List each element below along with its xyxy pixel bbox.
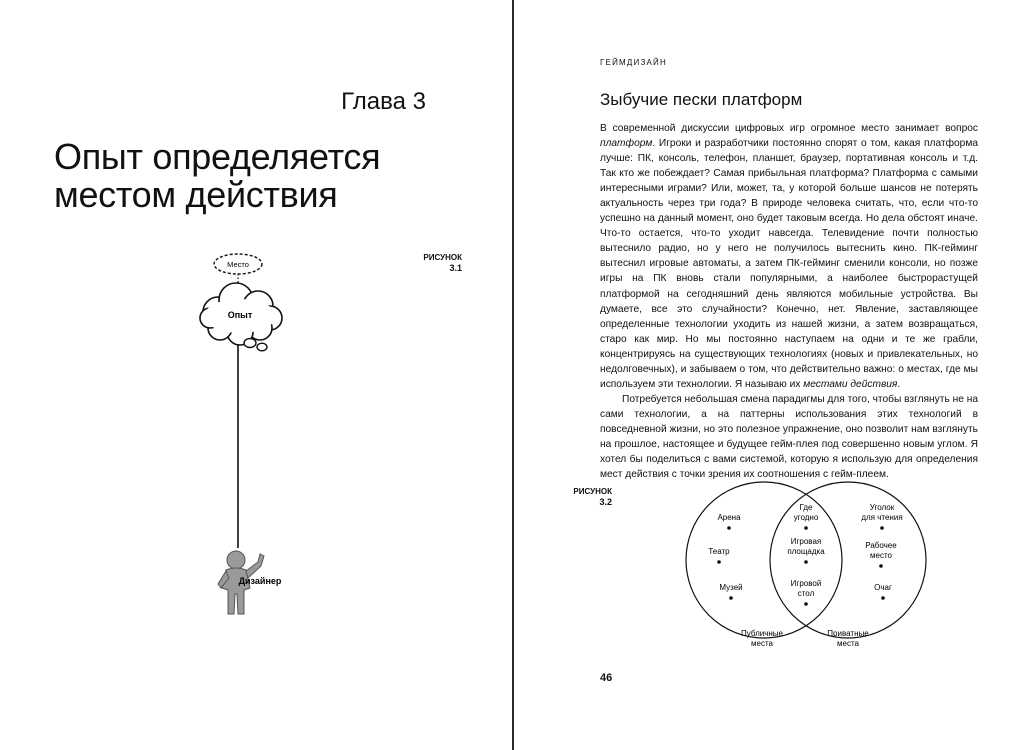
private-places-circle <box>770 482 926 638</box>
designer-label: Дизайнер <box>238 576 282 586</box>
public-places-circle <box>686 482 842 638</box>
private-places-caption: Приватные места <box>827 629 869 648</box>
figure-3-2-venn <box>674 478 934 663</box>
figure-number: 3.1 <box>449 263 462 273</box>
place-label: Место <box>227 260 249 269</box>
private-place-label: Уголок для чтения <box>861 503 903 522</box>
running-head: ГЕЙМДИЗАЙН <box>600 58 667 67</box>
place-dot <box>729 596 733 600</box>
place-dot <box>804 602 808 606</box>
public-place-label: Музей <box>719 583 743 592</box>
private-place-label: Очаг <box>874 583 892 592</box>
figure-number: 3.2 <box>599 497 612 507</box>
figure-3-1-label <box>410 252 462 274</box>
figure-label-word: РИСУНОК <box>573 487 612 496</box>
chapter-title-line: местом действия <box>54 174 338 215</box>
emphasis: местами действия <box>803 378 898 390</box>
shared-place-label: Где угодно <box>793 503 819 522</box>
chapter-label: Глава 3 <box>341 88 426 115</box>
place-dot <box>880 526 884 530</box>
emphasis: платформ <box>600 138 653 150</box>
body-text <box>600 121 978 482</box>
section-title: Зыбучие пески платформ <box>600 90 803 109</box>
text-run: . Игроки и разработчики постоянно спорят о том, какая платформа лучше: ПК, консоль, телефон, планшет, браузер, портативная консоль и т.д. Так кто же побеждает? Самая прибыльная платформа? Платформа с самыми интересными играми? Или, может, та, у которой больше шансов не потерять актуальность через три года? В природе человека считать, что, если что-то успешно на данный момент, оно будет таковым всегда. Но дела обстоят иначе. Что-то остается, что-то уходит навсегда. Телевидение почти полностью вытеснило радио, но у него не получилось вытеснить кино. ПК-гейминг вытеснил игровые автоматы, а затем ПК-гейминг сменили консоли, но позже игры на ПК вновь стали популярными, а наиболее быстрорастущей платформой на сегодняшний день являются мобильные устройства. Вы думаете, все это случайности? Конечно, нет. Явление, заставляющее определенные технологии уходить из нашей жизни, а затем возвращаться, старо как мир. Но мы постоянно наступаем на одни и те же грабли, концентрируясь на существующих технологиях (новых и привлекательных, но недолговечных), и забываем о том, что действительно важно: о местах, где мы используем эти технологии. Я называю их <box>600 138 978 390</box>
chapter-title <box>54 138 380 214</box>
experience-label: Опыт <box>227 310 253 320</box>
figure-3-1 <box>90 248 390 628</box>
place-dot <box>804 560 808 564</box>
place-dot <box>879 564 883 568</box>
paragraph-1 <box>600 121 978 392</box>
private-place-label: Рабочее место <box>865 541 897 560</box>
shared-place-label: Игровая площадка <box>787 537 825 556</box>
thought-dots <box>244 339 267 351</box>
figure-label-word: РИСУНОК <box>423 253 462 262</box>
paragraph-2 <box>600 392 978 482</box>
left-page <box>0 0 512 750</box>
place-dot <box>881 596 885 600</box>
public-place-label: Театр <box>708 547 730 556</box>
chapter-title-line: Опыт определяется <box>54 136 381 177</box>
text-run: В современной дискуссии цифровых игр огромное место занимает вопрос <box>600 123 978 134</box>
public-places-caption: Публичные места <box>741 629 783 648</box>
public-place-label: Арена <box>717 513 741 522</box>
figure-3-2-label <box>560 486 612 508</box>
shared-place-label: Игровой стол <box>790 579 822 598</box>
place-dot <box>717 560 721 564</box>
page-number: 46 <box>600 672 613 684</box>
right-page <box>514 0 1027 750</box>
place-dot <box>804 526 808 530</box>
text-run: . <box>897 378 901 390</box>
place-dot <box>727 526 731 530</box>
text-run: Потребуется небольшая смена парадигмы для того, чтобы взглянуть не на сами технологии, а на паттерны использования этих технологий в повседневной жизни, но это полезное упражнение, оно позволит нам взглянуть на прошлое, настоящее и будущее гейм-плея под совершенно новым углом. Я хотел бы поделиться с вами системой, которую я использую для определения мест действия с точки зрения их соотношения с гейм-плеем. <box>600 393 978 481</box>
